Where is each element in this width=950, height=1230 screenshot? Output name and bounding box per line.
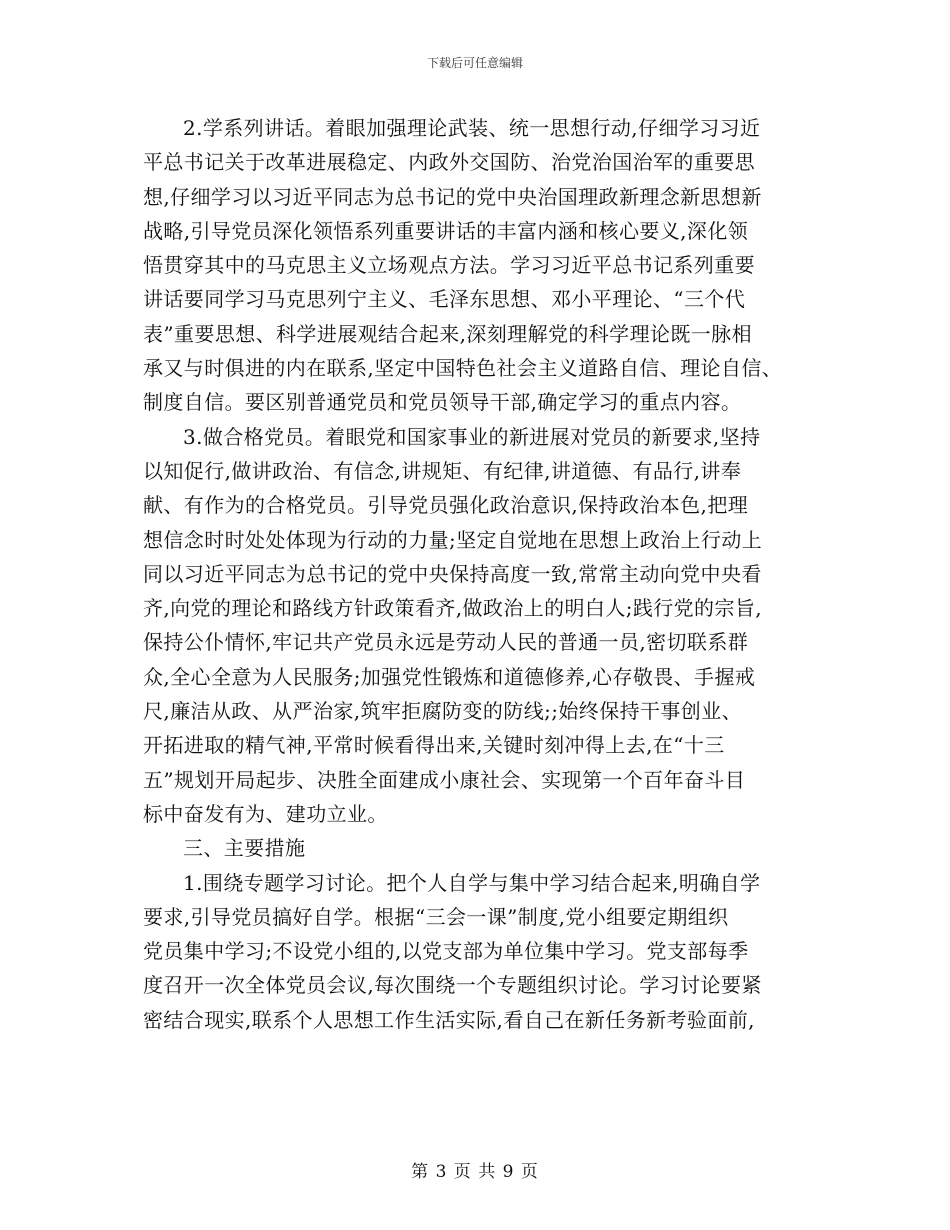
- text-line: 同以习近平同志为总书记的党中央保持高度一致,常常主动向党中央看: [143, 561, 762, 586]
- text-line: 保持公仆情怀,牢记共产党员永远是劳动人民的普通一员,密切联系群: [143, 630, 749, 655]
- page-header: 下载后可任意编辑: [426, 56, 523, 70]
- text-line: 战略,引导党员深化领悟系列重要讲话的丰富内涵和核心要义,深化领: [143, 218, 749, 243]
- text-line: 三、主要措施: [183, 836, 306, 861]
- text-line: 尺,廉洁从政、从严治家,筑牢拒腐防变的防线;;始终保持干事创业、: [143, 699, 742, 724]
- text-line: 标中奋发有为、建功立业。: [143, 801, 388, 826]
- text-line: 献、有作为的合格党员。引导党员强化政治意识,保持政治本色,把理: [143, 493, 749, 518]
- text-line: 1.围绕专题学习讨论。把个人自学与集中学习结合起来,明确自学: [183, 870, 761, 895]
- page-footer: 第 3 页 共 9 页: [411, 1162, 539, 1182]
- text-line: 度召开一次全体党员会议,每次围绕一个专题组织讨论。学习讨论要紧: [143, 973, 762, 998]
- text-line: 讲话要同学习马克思列宁主义、毛泽东思想、邓小平理论、“三个代: [143, 287, 746, 312]
- document-body: [143, 111, 815, 1037]
- text-line: 想,仔细学习以习近平同志为总书记的党中央治国理政新理念新思想新: [143, 184, 762, 209]
- text-line: 开拓进取的精气神,平常时候看得出来,关键时刻冲得上去,在“十三: [143, 733, 725, 758]
- text-line: 党员集中学习;不设党小组的,以党支部为单位集中学习。党支部每季: [143, 939, 749, 964]
- text-line: 想信念时时处处体现为行动的力量;坚定自觉地在思想上政治上行动上: [143, 527, 763, 552]
- text-line: 以知促行,做讲政治、有信念,讲规矩、有纪律,讲道德、有品行,讲奉: [143, 458, 742, 483]
- text-line: 平总书记关于改革进展稳定、内政外交国防、治党治国治军的重要思: [143, 150, 755, 175]
- text-line: 要求,引导党员搞好自学。根据“三会一课”制度,党小组要定期组织: [143, 904, 729, 929]
- text-line: 制度自信。要区别普通党员和党员领导干部,确定学习的重点内容。: [143, 390, 742, 415]
- text-line: 密结合现实,联系个人思想工作生活实际,看自己在新任务新考验面前,: [143, 1007, 755, 1032]
- text-line: 3.做合格党员。着眼党和国家事业的新进展对党员的新要求,坚持: [183, 424, 761, 449]
- text-line: 2.学系列讲话。着眼加强理论武装、统一思想行动,仔细学习习近: [183, 116, 761, 140]
- text-line: 悟贯穿其中的马克思主义立场观点方法。学习习近平总书记系列重要: [143, 253, 755, 278]
- text-line: 承又与时俱进的内在联系,坚定中国特色社会主义道路自信、理论自信、: [143, 356, 783, 381]
- text-line: 表”重要思想、科学进展观结合起来,深刻理解党的科学理论既一脉相: [143, 321, 752, 346]
- text-line: 众,全心全意为人民服务;加强党性锻炼和道德修养,心存敬畏、手握戒: [143, 664, 756, 689]
- text-line: 五”规划开局起步、决胜全面建成小康社会、实现第一个百年奋斗目: [143, 767, 746, 792]
- text-line: 齐,向党的理论和路线方针政策看齐,做政治上的明白人;践行党的宗旨,: [143, 596, 763, 621]
